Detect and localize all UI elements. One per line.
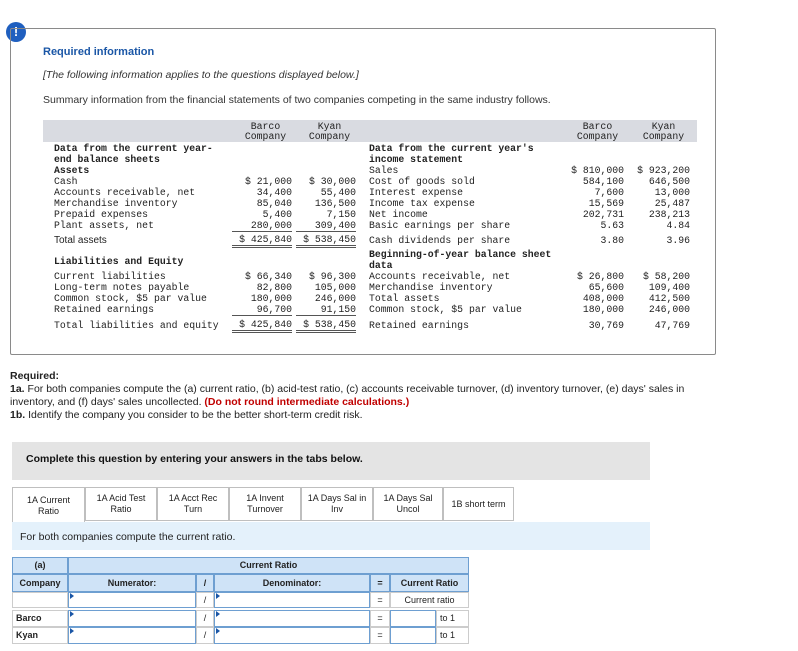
liab-barco-value: 82,800: [256, 282, 292, 293]
balance-section-title: Data from the current year- end balance sheets: [54, 143, 213, 165]
tab-label: 1A Invent Turnover: [246, 493, 284, 514]
required-line-1b: [10, 409, 720, 422]
income-kyan-value: $ 923,200: [637, 165, 690, 176]
denominator-input[interactable]: [214, 592, 370, 608]
grid-suffix-kyan: to 1: [436, 627, 469, 644]
dropdown-arrow-icon: [216, 628, 220, 634]
balance-kyan-value: 7,150: [326, 209, 356, 220]
income-section-title: Data from the current year's income statement: [369, 143, 534, 165]
grid-company-header: Company: [12, 574, 68, 592]
balance-barco-value: 5,400: [262, 209, 292, 220]
tab-label: 1A Acct Rec Turn: [168, 493, 218, 514]
income-row-label: Sales: [369, 165, 399, 176]
dropdown-arrow-icon: [70, 628, 74, 634]
tab-label: 1B short term: [451, 498, 506, 509]
required-1b-prefix: 1b.: [10, 409, 26, 421]
balance-barco-value: 34,400: [256, 187, 292, 198]
income-row-label: Income tax expense: [369, 198, 475, 209]
balance-barco-value: $ 21,000: [244, 176, 292, 187]
balance-col-barco: Barco Company: [244, 121, 287, 142]
income-barco-value: $ 810,000: [571, 165, 624, 176]
grid-slash: /: [196, 610, 214, 627]
grid-denominator-header: Denominator:: [214, 574, 370, 592]
complete-question-text: Complete this question by entering your answers in the tabs below.: [26, 453, 363, 465]
income-barco-value: 3.80: [600, 235, 624, 246]
boy-kyan-value: 109,400: [648, 282, 690, 293]
grid-equals: =: [370, 592, 390, 608]
income-barco-value: 15,569: [588, 198, 624, 209]
balance-barco-value: 85,040: [256, 198, 292, 209]
income-kyan-value: 13,000: [654, 187, 690, 198]
boy-row-label: Total assets: [369, 293, 440, 304]
boy-kyan-value: 412,500: [648, 293, 690, 304]
tab-1a-acct-rec-turn[interactable]: [157, 487, 229, 521]
required-1b-text: Identify the company you consider to be the better short-term credit risk.: [25, 409, 363, 421]
grid-label-a: (a): [12, 557, 68, 574]
balance-kyan-value: $ 30,000: [308, 176, 356, 187]
tab-1a-acid-test-ratio[interactable]: [85, 487, 157, 521]
income-kyan-value: 25,487: [654, 198, 690, 209]
liab-barco-value: 96,700: [232, 304, 292, 316]
grid-equals-header: =: [370, 574, 390, 592]
grid-result-label: Current ratio: [390, 592, 469, 608]
boy-row-label: Common stock, $5 par value: [369, 304, 522, 315]
boy-section-title: Beginning-of-year balance sheet data: [369, 249, 552, 271]
income-row-label: Cost of goods sold: [369, 176, 475, 187]
info-subtitle: [The following information applies to the questions displayed below.]: [43, 69, 359, 81]
assets-title: Assets: [54, 165, 90, 176]
tab-label: 1A Current Ratio: [26, 494, 71, 516]
grid-company-kyan: Kyan: [12, 627, 68, 644]
required-1a-text: For both companies compute the (a) current ratio, (b) acid-test ratio, (c) accounts receivable turnover, (d) inventory turnover, (e) days' sales in inventory, and (f) days' sales uncollected.: [10, 383, 685, 408]
boy-barco-value: 408,000: [582, 293, 624, 304]
required-heading: Required:: [10, 370, 60, 382]
income-barco-value: 584,100: [582, 176, 624, 187]
info-summary: Summary information from the financial statements of two companies competing in the same industry follows.: [43, 94, 551, 106]
grid-company-barco: Barco: [12, 610, 68, 627]
liab-row-label: Long-term notes payable: [54, 282, 190, 293]
income-kyan-value: 4.84: [666, 220, 690, 231]
dropdown-arrow-icon: [70, 611, 74, 617]
result-input-barco[interactable]: [390, 610, 436, 627]
boy-barco-value: 30,769: [588, 320, 624, 331]
liab-kyan-value: 91,150: [296, 304, 356, 316]
income-kyan-value: 3.96: [666, 235, 690, 246]
grid-equals: =: [370, 627, 390, 644]
income-barco-value: 7,600: [594, 187, 624, 198]
boy-barco-value: $ 26,800: [576, 271, 624, 282]
required-1a-note: (Do not round intermediate calculations.): [204, 396, 410, 408]
income-row-label: Interest expense: [369, 187, 464, 198]
dropdown-arrow-icon: [216, 611, 220, 617]
dropdown-arrow-icon: [70, 593, 74, 599]
tab-label: 1A Days Sal in Inv: [307, 493, 367, 514]
income-kyan-value: 238,213: [648, 209, 690, 220]
required-1a-prefix: 1a.: [10, 383, 25, 395]
numerator-input-kyan[interactable]: [68, 627, 196, 644]
tab-1a-days-sal-uncol[interactable]: [373, 487, 443, 521]
balance-kyan-value: 136,500: [314, 198, 356, 209]
info-title: Required information: [43, 46, 155, 58]
total-liab-barco: $ 425,840: [232, 319, 292, 333]
grid-suffix-barco: to 1: [436, 610, 469, 627]
income-row-label: Cash dividends per share: [369, 235, 511, 246]
liabilities-title: Liabilities and Equity: [54, 256, 184, 267]
denominator-input-barco[interactable]: [214, 610, 370, 627]
grid-slash: /: [196, 592, 214, 608]
balance-col-kyan: Kyan Company: [308, 121, 351, 142]
boy-kyan-value: 246,000: [648, 304, 690, 315]
income-col-barco: Barco Company: [576, 121, 619, 142]
income-kyan-value: 646,500: [648, 176, 690, 187]
denominator-input-kyan[interactable]: [214, 627, 370, 644]
boy-row-label: Merchandise inventory: [369, 282, 493, 293]
tab-label: 1A Acid Test Ratio: [96, 493, 146, 514]
liab-row-label: Common stock, $5 par value: [54, 293, 207, 304]
tab-1a-current-ratio[interactable]: [12, 487, 85, 523]
numerator-input-barco[interactable]: [68, 610, 196, 627]
total-liab-label: Total liabilities and equity: [54, 320, 219, 331]
tab-label: 1A Days Sal Uncol: [383, 493, 433, 514]
liab-kyan-value: 105,000: [314, 282, 356, 293]
boy-barco-value: 65,600: [588, 282, 624, 293]
balance-row-label: Prepaid expenses: [54, 209, 149, 220]
liab-kyan-value: $ 96,300: [308, 271, 356, 282]
income-barco-value: 5.63: [600, 220, 624, 231]
tab-instruction: For both companies compute the current ratio.: [20, 531, 236, 543]
liab-barco-value: $ 66,340: [244, 271, 292, 282]
balance-kyan-value: 309,400: [296, 220, 356, 232]
tab-1b-short-term[interactable]: [443, 487, 514, 521]
income-col-kyan: Kyan Company: [642, 121, 685, 142]
total-assets-label: Total assets: [54, 235, 107, 246]
liab-row-label: Current liabilities: [54, 271, 166, 282]
total-assets-kyan: $ 538,450: [296, 234, 356, 248]
income-row-label: Basic earnings per share: [369, 220, 511, 231]
total-liab-kyan: $ 538,450: [296, 319, 356, 333]
liab-row-label: Retained earnings: [54, 304, 154, 315]
liab-barco-value: 180,000: [250, 293, 292, 304]
boy-kyan-value: 47,769: [654, 320, 690, 331]
grid-numerator-header: Numerator:: [68, 574, 196, 592]
tab-1a-days-sal-in-inv[interactable]: [301, 487, 373, 521]
balance-barco-value: 280,000: [232, 220, 292, 232]
total-assets-barco: $ 425,840: [232, 234, 292, 248]
liab-kyan-value: 246,000: [314, 293, 356, 304]
grid-result-header: Current Ratio: [390, 574, 469, 592]
result-input-kyan[interactable]: [390, 627, 436, 644]
boy-row-label: Retained earnings: [369, 320, 469, 331]
balance-row-label: Merchandise inventory: [54, 198, 178, 209]
grid-equals: =: [370, 610, 390, 627]
numerator-input[interactable]: [68, 592, 196, 608]
grid-slash: /: [196, 627, 214, 644]
boy-kyan-value: $ 58,200: [642, 271, 690, 282]
required-line-1a: [10, 383, 720, 409]
boy-row-label: Accounts receivable, net: [369, 271, 511, 282]
dropdown-arrow-icon: [216, 593, 220, 599]
grid-slash-header: /: [196, 574, 214, 592]
balance-row-label: Plant assets, net: [54, 220, 154, 231]
alert-icon: !: [6, 22, 26, 42]
income-barco-value: 202,731: [582, 209, 624, 220]
balance-row-label: Accounts receivable, net: [54, 187, 196, 198]
balance-kyan-value: 55,400: [320, 187, 356, 198]
required-instructions: [10, 370, 720, 422]
income-row-label: Net income: [369, 209, 428, 220]
tab-1a-invent-turnover[interactable]: [229, 487, 301, 521]
boy-barco-value: 180,000: [582, 304, 624, 315]
grid-header-current-ratio: Current Ratio: [68, 557, 469, 574]
grid-blank-company: [12, 592, 68, 608]
balance-row-label: Cash: [54, 176, 78, 187]
